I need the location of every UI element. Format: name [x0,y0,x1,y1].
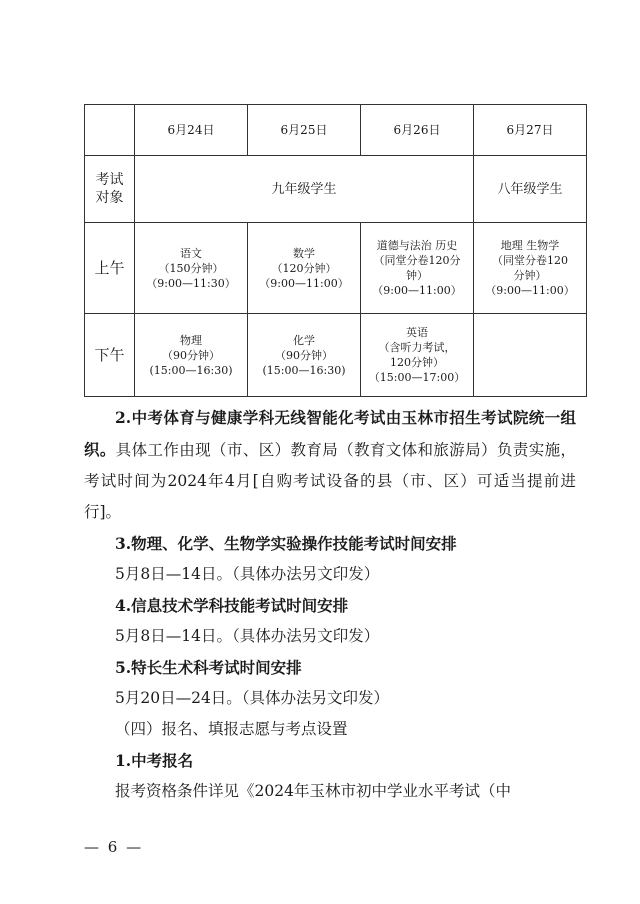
pm-cell-day4 [474,314,587,397]
exam-schedule-table [84,104,587,397]
section-5-text: 5月20日—24日。（具体办法另文印发） [115,689,390,707]
section-5-heading: 5.特长生术科考试时间安排 [115,658,302,677]
section-3-heading: 3.物理、化学、生物学实验操作技能考试时间安排 [115,534,457,553]
afternoon-row [85,314,587,397]
target-grade9: 九年级学生 [135,156,474,223]
pm-cell-day3: 英语 （含听力考试， 120分钟） （15:00—17:00） [361,314,474,397]
subsection-1-heading: 1.中考报名 [115,751,194,770]
section-2-lead: 2.中考体育与健康学科无线智能化考试由玉林市招生考试院统一组织。 [84,408,576,459]
subsection-1-text: 报考资格条件详见《2024年玉林市初中学业水平考试（中 [115,782,511,800]
pm-cell-day1: 物理 （90分钟） (15:00—16:30) [135,314,248,397]
date-header-row [85,105,587,156]
target-grade8: 八年级学生 [474,156,587,223]
document-body [84,402,576,807]
corner-cell [85,105,135,156]
section-4-text: 5月8日—14日。（具体办法另文印发） [115,627,380,645]
section-2-paragraph [84,402,576,528]
am-cell-day3: 道德与法治 历史 （同堂分卷120分 钟） （9:00—11:00） [361,223,474,314]
date-header: 6月27日 [474,105,587,156]
target-label: 考试 对象 [85,156,135,223]
am-cell-day1: 语文 （150分钟） （9:00—11:30） [135,223,248,314]
part-4-heading: （四）报名、填报志愿与考点设置 [115,720,348,738]
date-header: 6月25日 [248,105,361,156]
page-number: — 6 — [84,838,144,856]
am-cell-day4: 地理 生物学 （同堂分卷120 分钟） （9:00—11:00） [474,223,587,314]
section-2-text: 具体工作由现（市、区）教育局（教育文体和旅游局）负责实施，考试时间为2024年4月[自购考试设备的县（市、区）可适当提前进行]。 [84,441,576,521]
section-4-heading: 4.信息技术学科技能考试时间安排 [115,596,349,615]
date-header: 6月24日 [135,105,248,156]
section-3-text: 5月8日—14日。（具体办法另文印发） [115,565,380,583]
pm-cell-day2: 化学 （90分钟） (15:00—16:30) [248,314,361,397]
afternoon-label: 下午 [85,314,135,397]
am-cell-day2: 数学 （120分钟） （9:00—11:00） [248,223,361,314]
morning-row [85,223,587,314]
date-header: 6月26日 [361,105,474,156]
morning-label: 上午 [85,223,135,314]
target-row [85,156,587,223]
